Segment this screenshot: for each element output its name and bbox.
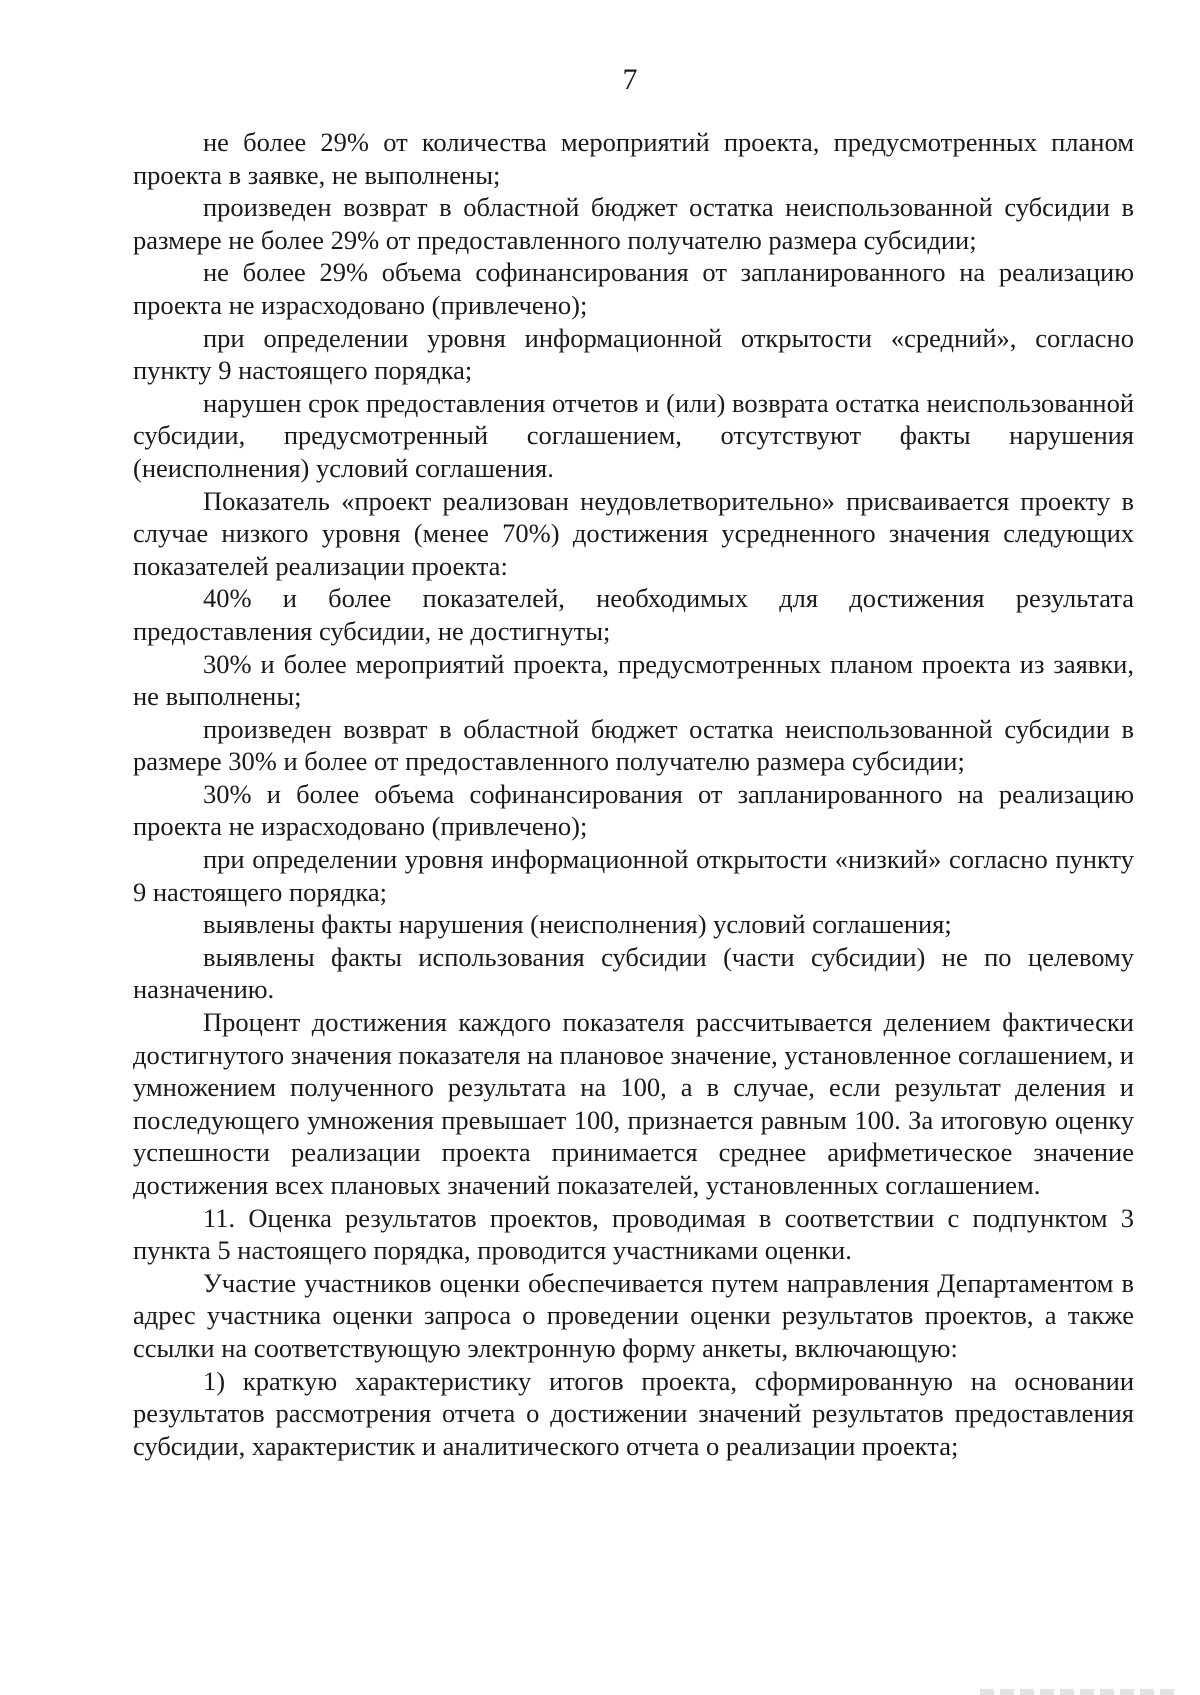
- page-number: 7: [622, 63, 638, 96]
- document-body: [133, 126, 1134, 1462]
- paragraph: при определении уровня информационной открытости «низкий» согласно пункту 9 настоящего порядка;: [133, 844, 1134, 907]
- paragraph: 30% и более объема софинансирования от запланированного на реализацию проекта не израсходовано (привлечено);: [133, 778, 1134, 842]
- paragraph: Показатель «проект реализован неудовлетворительно» присваивается проекту в случае низкого уровня (менее 70%) достижения усредненного значения следующих показателей реализации проекта:: [133, 485, 1134, 581]
- paragraph: не более 29% объема софинансирования от запланированного на реализацию проекта не израсходовано (привлечено);: [133, 257, 1134, 320]
- paragraph: 1) краткую характеристику итогов проекта, сформированную на основании результатов рассмотрения отчета о достижении значений результатов предоставления субсидии, характеристик и аналитического отчета о реализации проекта;: [133, 1365, 1134, 1461]
- paragraph: Участие участников оценки обеспечивается путем направления Департаментом в адрес участника оценки запроса о проведении оценки результатов проектов, а также ссылки на соответствующую электронную форму анкеты, включающую:: [133, 1267, 1134, 1363]
- paragraph: выявлены факты использования субсидии (части субсидии) не по целевому назначению.: [133, 941, 1134, 1005]
- paragraph: Процент достижения каждого показателя рассчитывается делением фактически достигнутого значения показателя на плановое значение, установленное соглашением, и умножением полученного результата на 100, а в случае, если результат деления и последующего умножения превышает 100, признается равным 100. За итоговую оценку успешности реализации проекта принимается среднее арифметическое значение достижения всех плановых значений показателей, установленных соглашением.: [133, 1007, 1134, 1200]
- paragraph: 40% и более показателей, необходимых для достижения результата предоставления субсидии, не достигнуты;: [133, 583, 1134, 646]
- paragraph: выявлены факты нарушения (неисполнения) условий соглашения;: [203, 909, 952, 940]
- paragraph: 30% и более мероприятий проекта, предусмотренных планом проекта из заявки, не выполнены;: [133, 648, 1134, 712]
- paragraph: произведен возврат в областной бюджет остатка неиспользованной субсидии в размере 30% и более от предоставленного получателю размера субсидии;: [133, 713, 1134, 777]
- paragraph: при определении уровня информационной открытости «средний», согласно пункту 9 настоящего порядка;: [133, 322, 1134, 386]
- paragraph: 11. Оценка результатов проектов, проводимая в соответствии с подпунктом 3 пункта 5 настоящего порядка, проводится участниками оценки.: [133, 1202, 1134, 1266]
- paragraph: произведен возврат в областной бюджет остатка неиспользованной субсидии в размере не более 29% от предоставленного получателю размера субсидии;: [133, 192, 1134, 255]
- scan-artifact: [980, 1689, 1180, 1695]
- paragraph: нарушен срок предоставления отчетов и (или) возврата остатка неиспользованной субсидии, предусмотренный соглашением, отсутствуют факты нарушения (неисполнения) условий соглашения.: [133, 387, 1134, 483]
- paragraph: не более 29% от количества мероприятий проекта, предусмотренных планом проекта в заявке, не выполнены;: [133, 127, 1134, 190]
